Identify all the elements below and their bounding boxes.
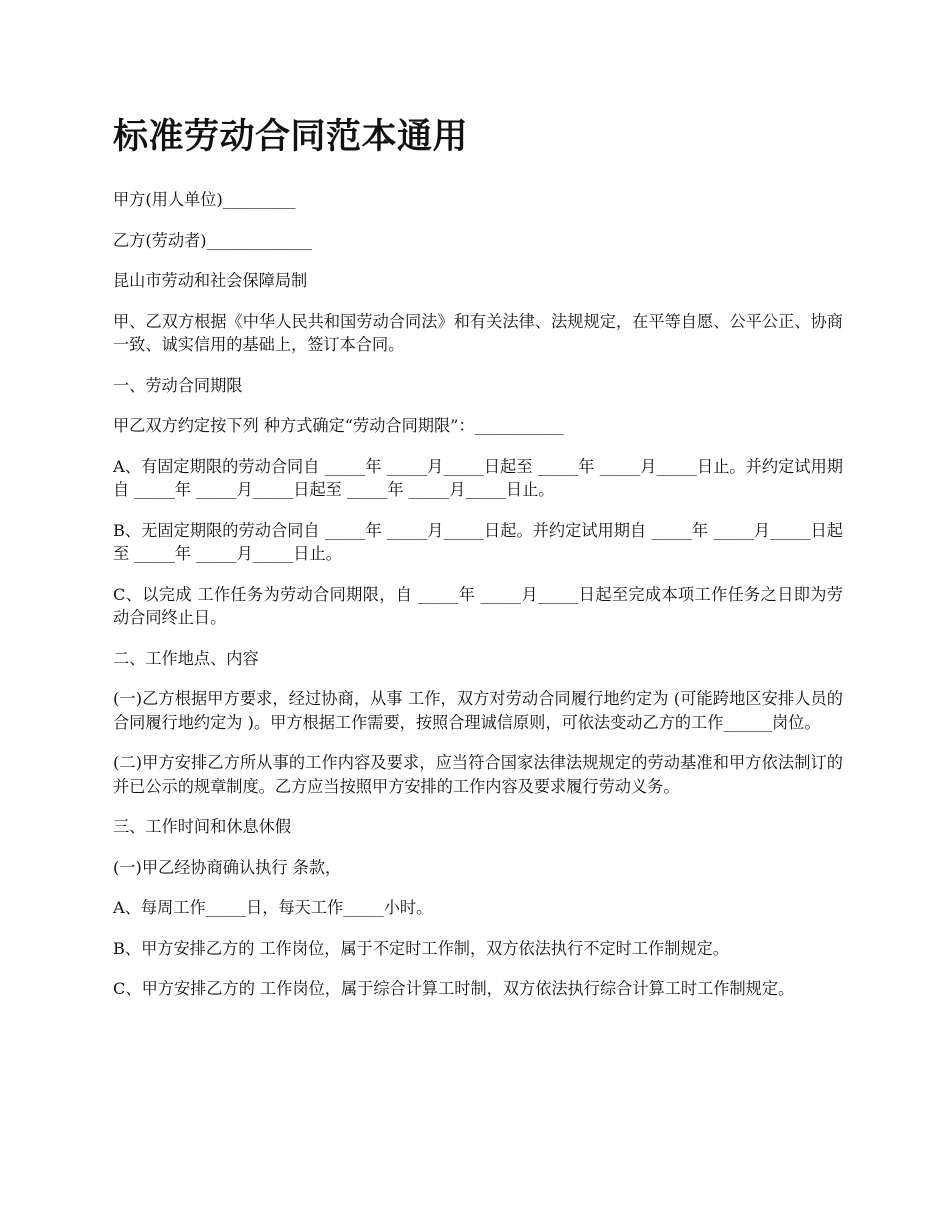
section-heading-term: 一、劳动合同期限: [113, 375, 243, 395]
term-option-a: A、有固定期限的劳动合同自 _____年 _____月_____日起至 _____年 _____月_____日止。并约定试用期自 _____年 _____月_____日起至 _____年 _____月_____日止。: [113, 456, 843, 499]
workplace-clause-2: (二)甲方安排乙方所从事的工作内容及要求，应当符合国家法律法规规定的劳动基准和甲方依法制订的并已公示的规章制度。乙方应当按照甲方安排的工作内容及要求履行劳动义务。: [113, 753, 843, 796]
hours-option-b: B、甲方安排乙方的 工作岗位，属于不定时工作制，双方依法执行不定时工作制规定。: [113, 938, 729, 958]
term-method-paragraph: 甲乙双方约定按下列 种方式确定“劳动合同期限”：___________: [113, 416, 564, 435]
document-page: [113, 112, 843, 1018]
document-title: 标准劳动合同范本通用: [113, 117, 469, 157]
hours-option-c: C、甲方安排乙方的 工作岗位，属于综合计算工时制，双方依法执行综合计算工时工作制规定。: [113, 979, 795, 998]
party-a-line: 甲方(用人单位)_________: [113, 190, 296, 209]
term-option-b: B、无固定期限的劳动合同自 _____年 _____月_____日起。并约定试用期自 _____年 _____月_____日起至 _____年 _____月_____日止。: [113, 520, 843, 563]
section-heading-hours: 三、工作时间和休息休假: [113, 817, 292, 836]
hours-clause-intro: (一)甲乙经协商确认执行 条款，: [113, 857, 342, 877]
party-b-line: 乙方(劳动者)_____________: [113, 230, 312, 250]
section-heading-workplace: 二、工作地点、内容: [113, 648, 259, 668]
term-option-c: C、以完成 工作任务为劳动合同期限，自 _____年 _____月_____日起至完成本项工作任务之日即为劳动合同终止日。: [113, 584, 843, 627]
hours-option-a: A、每周工作_____日，每天工作_____小时。: [113, 898, 433, 917]
workplace-clause-1: (一)乙方根据甲方要求，经过协商，从事 工作，双方对劳动合同履行地约定为 (可能跨地区安排人员的合同履行地约定为 )。甲方根据工作需要，按照合理诚信原则，可依法变动乙方的工作______岗位。: [113, 689, 843, 732]
issuer-line: 昆山市劳动和社会保障局制: [113, 271, 308, 290]
preamble-paragraph: 甲、乙双方根据《中华人民共和国劳动合同法》和有关法律、法规规定，在平等自愿、公平公正、协商一致、诚实信用的基础上，签订本合同。: [113, 311, 843, 354]
